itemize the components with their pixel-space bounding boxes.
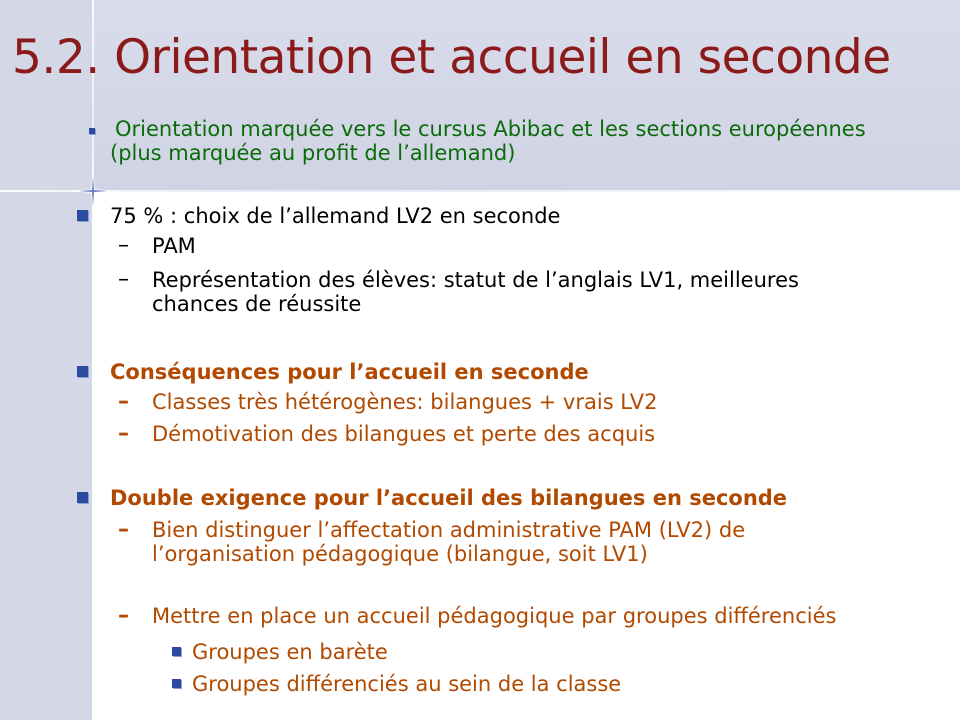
section-3-heading: Double exigence pour l’accueil des bilangues en seconde [110,486,788,510]
intro-line-1: Orientation marquée vers le cursus Abibac et les sections européennes [115,117,866,141]
decor-vertical-line [92,0,94,192]
section-2-heading: Conséquences pour l’accueil en seconde [110,360,589,384]
left-band [0,0,92,720]
bullet-square [172,679,181,688]
bullet-square [77,492,88,503]
section-3-subitem-1: Groupes en barète [192,640,388,664]
bullet-square [77,366,88,377]
section-3-item-1-line-2: l’organisation pédagogique (bilangue, soit LV1) [152,542,648,566]
slide-title: 5.2. Orientation et accueil en seconde [12,30,891,85]
section-1-item-1: PAM [152,234,196,258]
bullet-square [77,210,88,221]
bullet-square [89,128,95,134]
section-3-item-2: Mettre en place un accueil pédagogique par groupes différenciés [152,604,837,628]
section-1-item-2-line-1: Représentation des élèves: statut de l’anglais LV1, meilleures [152,268,799,292]
decor-horizontal-line [0,190,960,192]
dash-marker: – [118,233,129,258]
section-3-subitem-2: Groupes différenciés au sein de la classe [192,672,622,696]
dash-marker: – [118,421,129,446]
intro-line-2: (plus marquée au profit de l’allemand) [110,141,516,165]
dash-marker: – [118,267,129,292]
section-1-item-2-line-2: chances de réussite [152,292,362,316]
section-1-heading: 75 % : choix de l’allemand LV2 en seconde [110,204,561,228]
dash-marker: – [118,517,129,542]
section-2-item-2: Démotivation des bilangues et perte des acquis [152,422,656,446]
section-2-item-1: Classes très hétérogènes: bilangues + vrais LV2 [152,390,658,414]
dash-marker: – [118,603,129,628]
dash-marker: – [118,389,129,414]
bullet-square [172,647,181,656]
section-3-item-1-line-1: Bien distinguer l’affectation administrative PAM (LV2) de [152,518,746,542]
